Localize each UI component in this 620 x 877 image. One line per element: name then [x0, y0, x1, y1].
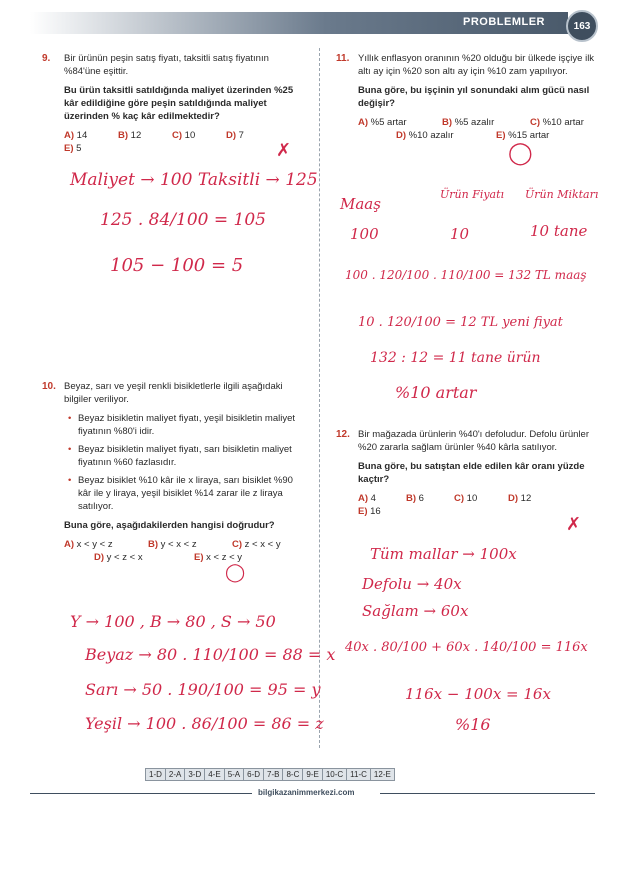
handwritten-note: 100 . 120/100 . 110/100 = 132 TL maaş	[345, 268, 587, 282]
handwritten-note: Ürün Fiyatı	[440, 188, 505, 201]
footer-rule	[30, 793, 252, 794]
option-b[interactable]: B) 12	[118, 130, 142, 141]
options	[358, 116, 598, 142]
handwritten-note: Tüm mallar → 100x	[370, 545, 517, 563]
section-title: PROBLEMLER	[463, 16, 545, 28]
option-e[interactable]: E) 5	[64, 143, 82, 154]
handwritten-note: Beyaz → 80 . 110/100 = 88 = x	[85, 645, 336, 664]
question-10	[42, 380, 304, 564]
option-c[interactable]: C) 10	[172, 130, 196, 141]
question-prompt: Buna göre, bu işçinin yıl sonundaki alım gücü nasıl değişir?	[358, 85, 590, 109]
answer-key-item: 11-C	[347, 769, 371, 780]
option-d[interactable]: D) y < z < x	[94, 552, 143, 563]
question-text: Beyaz, sarı ve yeşil renkli bisikletlerle ilgili aşağıdaki bilgiler veriliyor.	[64, 381, 283, 405]
answer-mark-icon: ✗	[276, 140, 292, 160]
handwritten-note: Sağlam → 60x	[362, 602, 469, 620]
handwritten-note: 125 . 84/100 = 105	[100, 210, 266, 230]
answer-mark-icon: ◯	[225, 562, 246, 582]
option-a[interactable]: A) x < y < z	[64, 539, 113, 550]
handwritten-note: 100	[350, 225, 379, 243]
handwritten-note: 40x . 80/100 + 60x . 140/100 = 116x	[345, 640, 588, 655]
question-prompt: Buna göre, bu satıştan elde edilen kâr oranı yüzde kaçtır?	[358, 461, 585, 485]
options	[358, 492, 598, 518]
answer-mark-icon: ✗	[566, 514, 582, 534]
page-number: 163	[566, 10, 598, 42]
list-item: • Beyaz bisikletin maliyet fiyatı, sarı bisikletin maliyet fiyatının %60 fazlasıdır.	[78, 443, 304, 469]
handwritten-note: 132 : 12 = 11 tane ürün	[370, 350, 541, 366]
answer-key-item: 5-A	[225, 769, 244, 780]
column-divider	[319, 48, 320, 748]
question-text: Yıllık enflasyon oranının %20 olduğu bir ülkede işçiye ilk altı ay için %20 son altı ay için %10 zam yapılıyor.	[358, 53, 595, 77]
question-9	[42, 52, 304, 155]
handwritten-note: Yeşil → 100 . 86/100 = 86 = z	[85, 714, 324, 733]
option-c[interactable]: C) 10	[454, 493, 478, 504]
option-c[interactable]: C) z < x < y	[232, 539, 281, 550]
option-d[interactable]: D) 12	[508, 493, 532, 504]
question-text: Bir mağazada ürünlerin %40'ı defoludur. Defolu ürünler %20 zararla sağlam ürünler %40 kârla satılıyor.	[358, 429, 590, 453]
answer-key-item: 3-D	[185, 769, 205, 780]
question-12	[336, 428, 598, 518]
answer-key-item: 12-E	[373, 770, 391, 779]
list-item: • Beyaz bisiklet %10 kâr ile x liraya, sarı bisiklet %90 kâr ile y liraya, yeşil bisiklet %14 zarar ile z liraya satılıyor.	[78, 474, 304, 513]
option-e[interactable]: E) x < z < y	[194, 552, 243, 563]
answer-key-item: 7-B	[264, 769, 283, 780]
handwritten-note: 116x − 100x = 16x	[405, 685, 551, 703]
answer-key-item: 4-E	[205, 769, 224, 780]
handwritten-note: Maaş	[340, 195, 381, 213]
options	[64, 538, 304, 564]
question-text: Bir ürünün peşin satış fiyatı, taksitli satış fiyatının %84'üne eşittir.	[64, 53, 269, 77]
handwritten-note: Defolu → 40x	[362, 575, 462, 593]
handwritten-note: 105 − 100 = 5	[110, 255, 244, 276]
answer-key-item: 1-D	[146, 769, 166, 780]
option-e[interactable]: E) %15 artar	[496, 130, 550, 141]
handwritten-note: Maliyet → 100 Taksitli → 125	[70, 170, 318, 190]
question-number: 12.	[336, 429, 350, 440]
answer-key-item: 6-D	[244, 769, 264, 780]
question-prompt: Bu ürün taksitli satıldığında maliyet üzerinden %25 kâr edildiğine göre peşin satıldığında maliyet üzerinden % kaç kâr edilmektedir?	[64, 85, 294, 122]
handwritten-note: Sarı → 50 . 190/100 = 95 = y	[85, 680, 321, 699]
question-number: 10.	[42, 381, 56, 392]
option-b[interactable]: B) 6	[406, 493, 424, 504]
option-d[interactable]: D) 7	[226, 130, 244, 141]
question-prompt: Buna göre, aşağıdakilerden hangisi doğrudur?	[64, 520, 275, 531]
answer-key-item: 10-C	[323, 769, 347, 780]
question-11	[336, 52, 598, 142]
answer-mark-icon: ◯	[508, 140, 533, 165]
answer-key-item: 9-E	[303, 769, 322, 780]
answer-key-item: 2-A	[166, 769, 185, 780]
option-a[interactable]: A) 4	[358, 493, 376, 504]
option-e[interactable]: E) 16	[358, 506, 381, 517]
handwritten-note: 10 . 120/100 = 12 TL yeni fiyat	[358, 315, 563, 330]
option-a[interactable]: A) 14	[64, 130, 88, 141]
list-item: • Beyaz bisikletin maliyet fiyatı, yeşil bisikletin maliyet fiyatının %80'i idir.	[78, 412, 304, 438]
question-number: 9.	[42, 53, 51, 64]
option-b[interactable]: B) y < x < z	[148, 539, 197, 550]
question-number: 11.	[336, 53, 350, 64]
option-c[interactable]: C) %10 artar	[530, 117, 584, 128]
option-b[interactable]: B) %5 azalır	[442, 117, 495, 128]
answer-key-item: 8-C	[283, 769, 303, 780]
footer-site: bilgikazanimmerkezi.com	[258, 788, 355, 797]
option-d[interactable]: D) %10 azalır	[396, 130, 454, 141]
handwritten-note: 10	[450, 225, 470, 243]
handwritten-note: Ürün Miktarı	[525, 188, 599, 201]
handwritten-note: Y → 100 , B → 80 , S → 50	[70, 612, 276, 631]
handwritten-note: 10 tane	[530, 222, 588, 240]
info-list	[64, 412, 304, 513]
handwritten-note: %16	[455, 715, 491, 734]
answer-key	[145, 768, 395, 781]
options	[64, 129, 304, 155]
option-a[interactable]: A) %5 artar	[358, 117, 407, 128]
handwritten-note: %10 artar	[395, 383, 477, 402]
footer-rule	[380, 793, 595, 794]
